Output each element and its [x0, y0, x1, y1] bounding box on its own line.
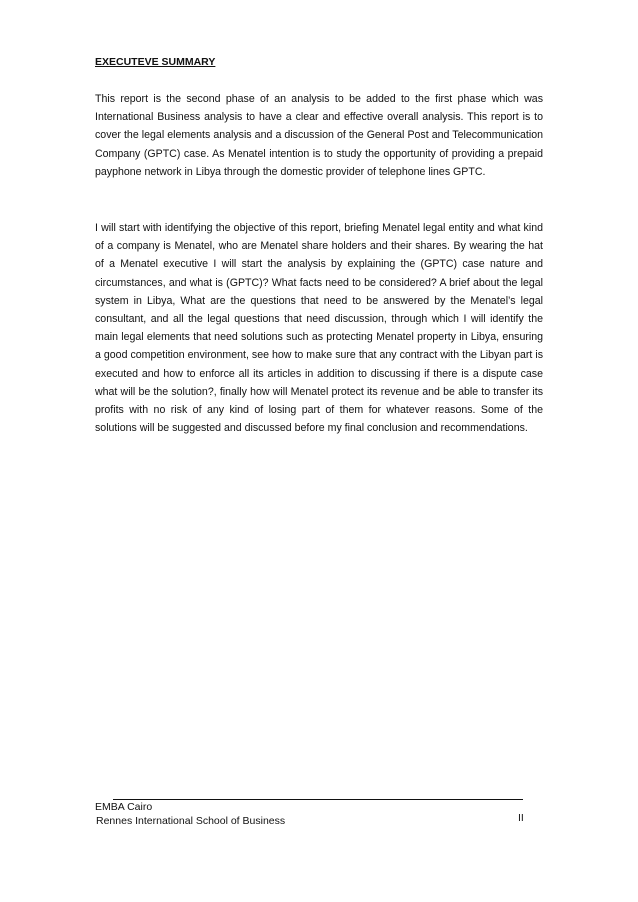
section-title: EXECUTEVE SUMMARY [95, 56, 216, 68]
footer-school: Rennes International School of Business [96, 815, 286, 827]
page-number: II [518, 812, 524, 824]
summary-paragraph-2: I will start with identifying the objective of this report, briefing Menatel legal entity and what kind of a company is Menatel, who are Menatel share holders and their shares. By wearing the hat of a Menatel executive I will start the analysis by explaining the (GPTC) case nature and circumstances, and what is (GPTC)? What facts need to be considered? A brief about the legal system in Libya, What are the questions that need to be answered by the Menatel’s legal consultant, and all the legal questions that need discussion, through which I will identify the main legal elements that need solutions such as protecting Menatel property in Libya, ensuring a good competition environment, see how to make sure that any contract with the Libyan part is executed and how to enforce all its articles in addition to discussing if there is a dispute case what will be the solution?, finally how will Menatel protect its revenue and be able to transfer its profits with no risk of any kind of losing part of them for whatever reasons. Some of the solutions will be suggested and discussed before my final conclusion and recommendations. [95, 222, 543, 435]
summary-paragraph-1: This report is the second phase of an analysis to be added to the first phase which was International Business analysis to have a clear and effective overall analysis. This report is to cover the legal elements analysis and a discussion of the General Post and Telecommunication Company (GPTC) case. As Menatel intention is to study the opportunity of providing a prepaid payphone network in Libya through the domestic provider of telephone lines GPTC. [95, 93, 543, 178]
footer-divider [113, 799, 523, 800]
footer-program: EMBA Cairo [95, 801, 153, 813]
